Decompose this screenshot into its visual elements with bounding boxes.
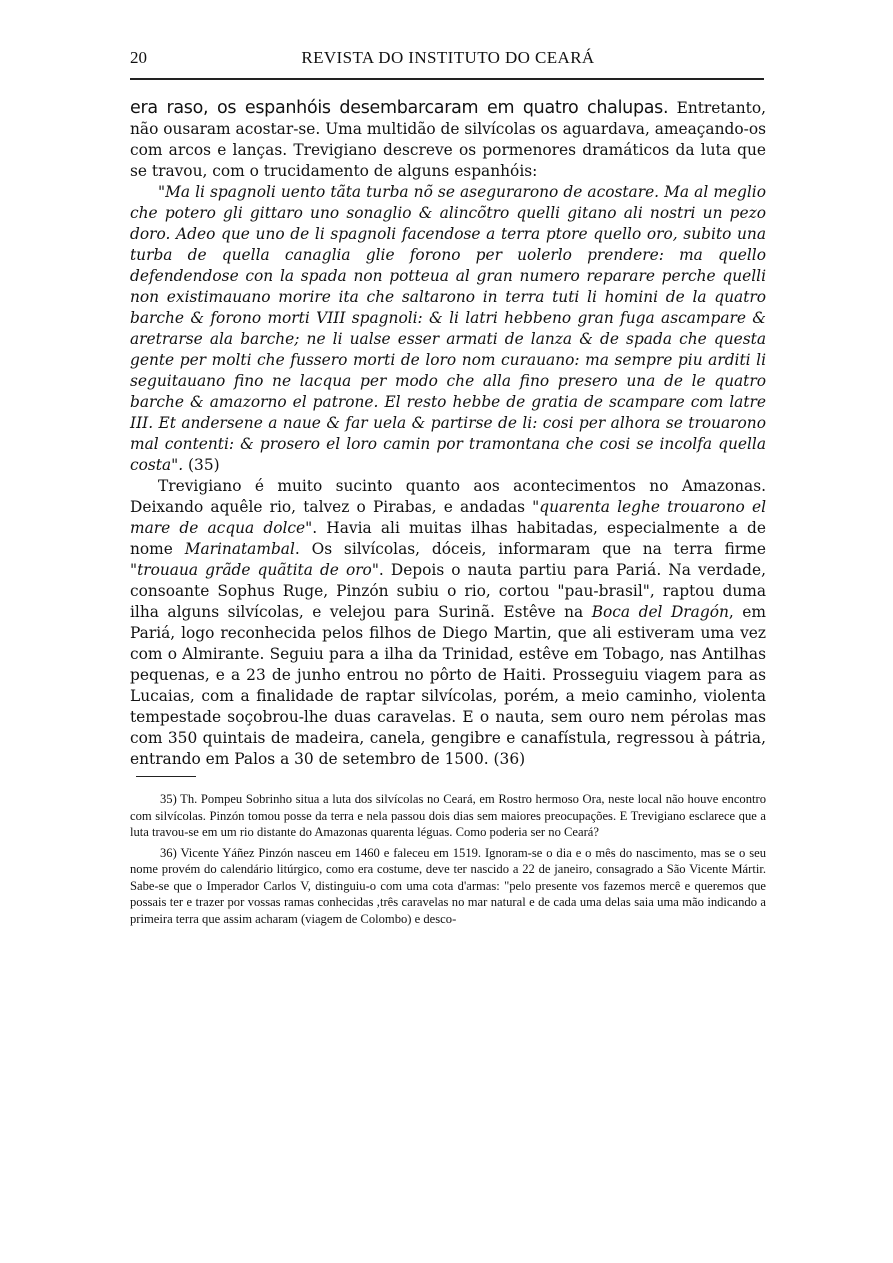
italic-phrase: "trouaua grãde quãtita de oro" [130,561,379,579]
paragraph-voyage [130,476,766,770]
paragraph-voyage-part: . Depois o nauta partiu para Pariá. Na verdade, consoante Sophus Ruge, Pinzón subiu o rio, cortou "pau-brasil", raptou duma ilha alguns silvícolas, e velejou para Surinã. Estêve na [130,561,766,621]
footnote-rule [136,776,196,777]
quotation-text: "Ma li spagnoli uento tãta turba nõ se asegurarono de acostare. Ma al meglio che potero gli gittaro uno sonaglio & alincõtro quelli gitano ali nostri un pezo doro. Adeo que uno de li spagnoli facendose a terra ptore quello oro, subito una turba de quella canaglia glie forono per uolerlo prendere: ma quello defendendose con la spada non potteua al gran numero reparare perche quelli non existimauano morire ita che saltarono in terra tuti li homini de la quatro barche & forono morti VIII spagnoli: & li latri hebbeno gran fuga ascampare & aretrarse ala barche; ne li ualse esser armati de lanza & de spada che questa gente per molti che fussero morti de loro nom curauano: ma sempre piu arditi li seguitauano fino ne lacqua per modo che alla fino presero una de le quatro barche & amazorno el patrone. El resto hebbe de gratia de scampare com latre III. Et andersene a naue & far uela & partirse de li: cosi per alhora se trouarono mal contenti: & prosero el loro camin por tramontana che cosi se incolfa quella costa". [130,183,766,474]
paragraph-voyage-part: , em Pariá, logo reconhecida pelos filhos de Diego Martin, que ali estiveram uma vez com o Almirante. Seguiu para a ilha da Trinidad, estêve em Tobago, nas Antilhas pequenas, e a 23 de junho entrou no pôrto de Haiti. Prosseguiu viagem para as Lucaias, com a finalidade de raptar silvícolas, porém, a meio caminho, violenta tempestade soçobrou-lhe duas caravelas. E o nauta, sem ouro nem pérolas mas com 350 quintais de madeira, canela, gengibre e canafístula, regressou à pátria, entrando em Palos a 30 de setembro de 1500. (36) [130,603,766,768]
paragraph-intro-lead: era raso, os espanhóis desembarcaram em quatro chalupas. [130,98,669,118]
paragraph-intro-rest: Entretanto, não ousaram acostar-se. Uma multidão de silvícolas os aguardava, ameaçando-os com arcos e lanças. Trevigiano descreve os pormenores dramáticos da luta que se travou, com o trucidamento de alguns espanhóis: [130,99,766,180]
paragraph-voyage-part: Trevigiano é muito sucinto quanto aos acontecimentos no Amazonas. Deixando aquêle rio, talvez o Pirabas, e andadas [130,477,766,516]
italic-phrase: Marinatambal [184,540,295,558]
document-page [130,48,766,927]
running-title: REVISTA DO INSTITUTO DO CEARÁ [301,48,595,67]
italic-phrase: Boca del Dragón [591,603,729,621]
page-number: 20 [130,48,147,67]
italian-quotation [130,182,766,476]
footnote-36: 36) Vicente Yáñez Pinzón nasceu em 1460 e faleceu em 1519. Ignoram-se o dia e o mês do nascimento, mas se o seu nome provém do calendário litúrgico, como era costume, deve ter nascido a 22 de janeiro, consagrado a São Vicente Mártir. Sabe-se que o Imperador Carlos V, distinguiu-o com uma cota d'armas: "pelo presente vos fazemos mercê e queremos que possais ter e trazer por vossas ramas conhecidas ,três caravelas no mar natural e de cada uma delas saia uma mão indicando a primeira terra que assim acharam (viagem de Colombo) e desco- [130,845,766,926]
footnote-35: 35) Th. Pompeu Sobrinho situa a luta dos silvícolas no Ceará, em Rostro hermoso Ora, neste local não houve encontro com silvícolas. Pinzón tomou posse da terra e nela passou dois dias sem maiores preocupações. E Trevigiano esclarece que a luta travou-se em um rio distante do Amazonas quarenta léguas. Como poderia ser no Ceará? [130,792,766,839]
header-rule [130,78,764,80]
paragraph-voyage-part: . Havia ali muitas ilhas habitadas, especialmente a de nome [130,519,766,558]
paragraph-intro [130,98,766,182]
paragraph-voyage-part: . Os silvícolas, dóceis, informaram que na terra firme [294,540,766,558]
quotation-footnote-ref: (35) [183,456,220,474]
italic-phrase: "quarenta leghe trouarono el mare de acqua dolce" [130,498,766,537]
main-text [130,98,766,770]
footnotes [130,791,766,927]
page-header [130,48,766,70]
